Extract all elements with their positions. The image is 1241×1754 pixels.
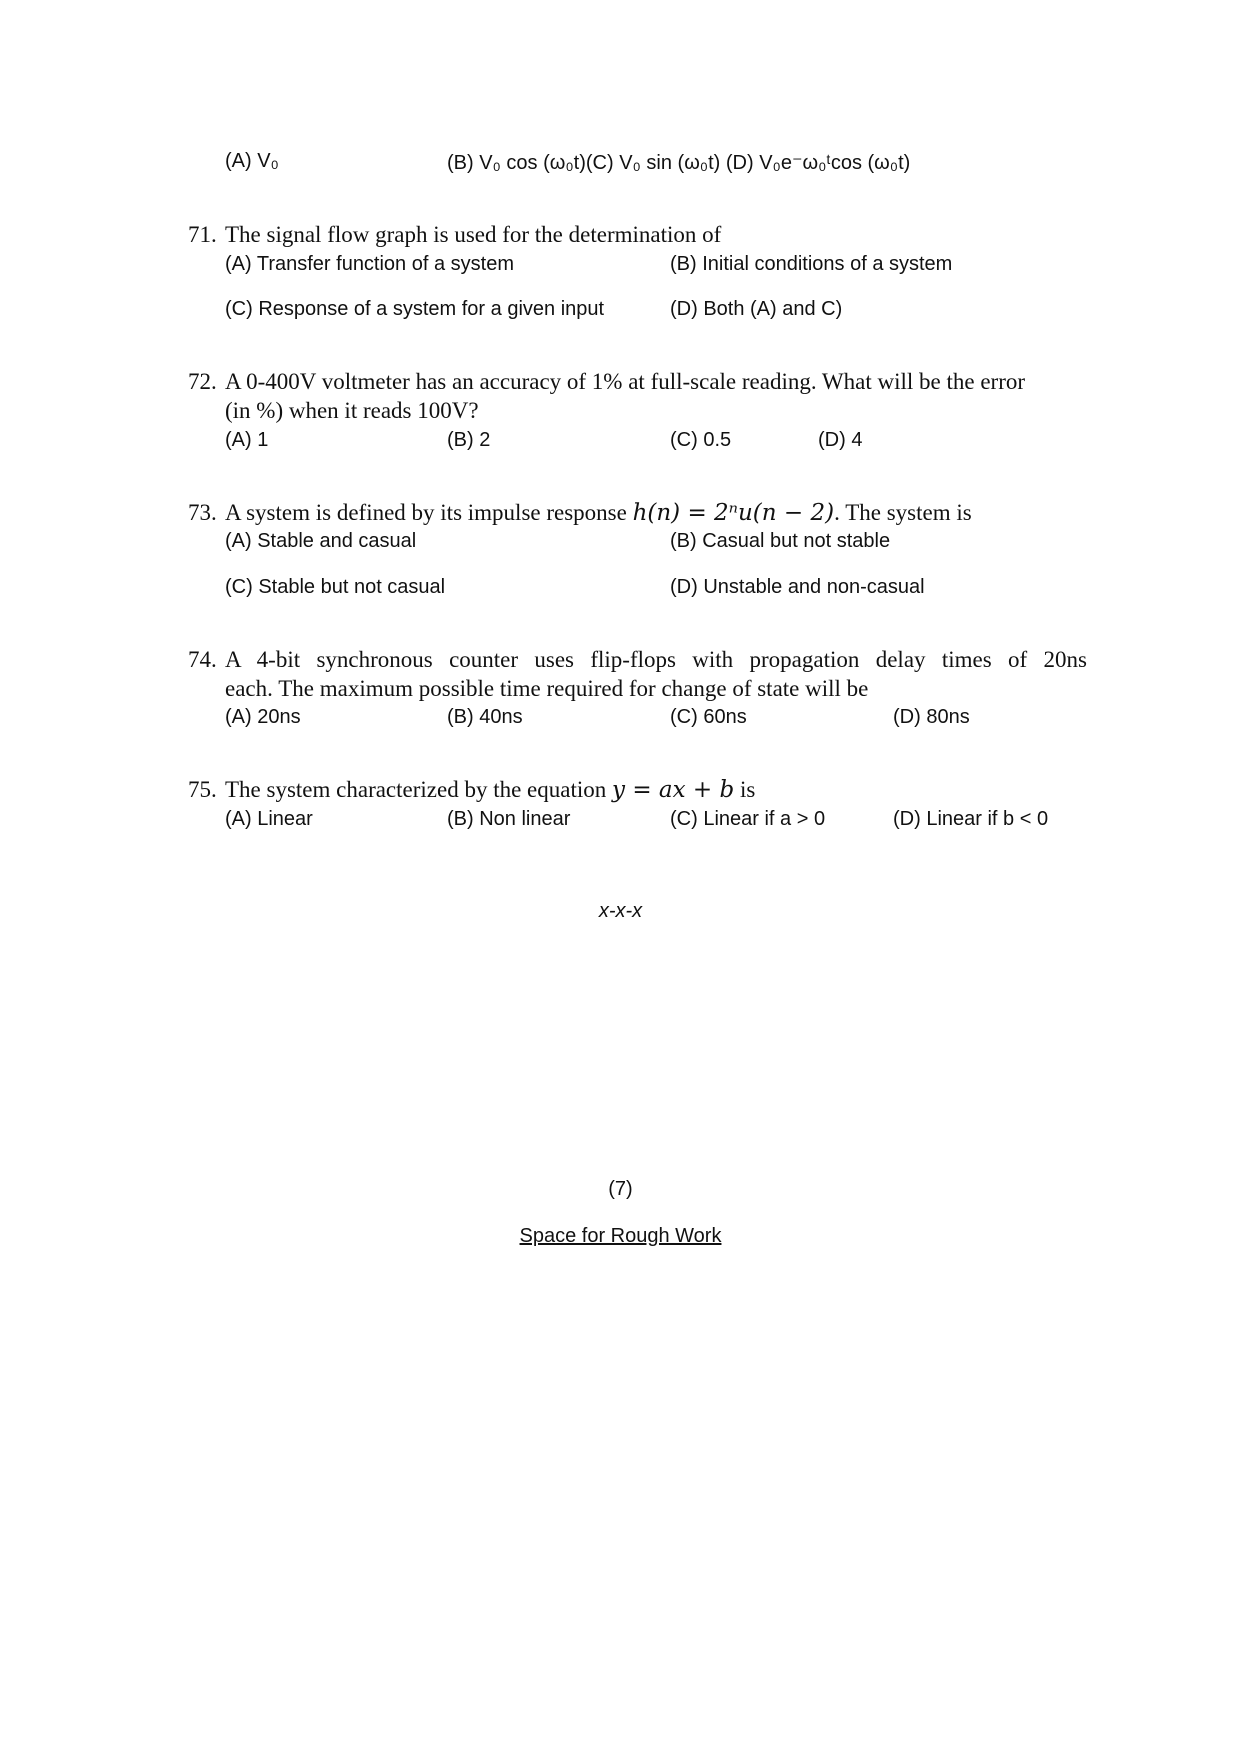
q70-options-b-c-d: (B) V₀ cos (ω₀t)(C) V₀ sin (ω₀t) (D) V₀e⁻ω₀ᵗcos (ω₀t) <box>447 152 911 174</box>
option-c: (C) Response of a system for a given input <box>225 298 605 320</box>
option-b: (B) Initial conditions of a system <box>670 253 953 275</box>
end-marker: x-x-x <box>598 900 643 922</box>
question-number: 72. <box>188 369 217 394</box>
question-number: 74. <box>188 647 217 672</box>
option-d: (D) Unstable and non-casual <box>670 576 925 598</box>
option-d: (D) 80ns <box>893 706 970 728</box>
question-text-line-2: (in %) when it reads 100V? <box>225 398 479 423</box>
option-b: (B) Casual but not stable <box>670 530 891 552</box>
option-a: (A) 1 <box>225 429 269 451</box>
option-a: (A) Stable and casual <box>225 530 417 552</box>
question-number: 71. <box>188 222 217 247</box>
question-text-line-1: A 4-bit synchronous counter uses flip-flops with propagation delay times of 20ns <box>225 647 1087 672</box>
option-d: (D) 4 <box>818 429 863 451</box>
option-d: (D) Both (A) and C) <box>670 298 843 320</box>
question-text: The signal flow graph is used for the determination of <box>225 222 722 247</box>
question-text <box>225 777 755 803</box>
system-equation: y = ax + b <box>612 777 735 803</box>
option-a: (A) Linear <box>225 808 313 830</box>
option-c: (C) Linear if a > 0 <box>670 808 826 830</box>
option-d: (D) Linear if b < 0 <box>893 808 1049 830</box>
question-text <box>225 500 972 526</box>
option-a: (A) Transfer function of a system <box>225 253 514 275</box>
option-b: (B) 40ns <box>447 706 523 728</box>
option-c: (C) 0.5 <box>670 429 732 451</box>
question-text-line-1: A 0-400V voltmeter has an accuracy of 1% at full-scale reading. What will be the error <box>225 369 1026 394</box>
option-c: (C) 60ns <box>670 706 747 728</box>
question-text-start: A system is defined by its impulse response <box>225 500 633 525</box>
question-text-end: . The system is <box>834 500 972 525</box>
option-b: (B) 2 <box>447 429 491 451</box>
question-number: 73. <box>188 500 217 525</box>
question-text-start: The system characterized by the equation <box>225 777 613 802</box>
page-number: (7) <box>608 1178 633 1200</box>
rough-work-label: Space for Rough Work <box>519 1225 722 1247</box>
option-a: (A) 20ns <box>225 706 301 728</box>
question-text-line-2: each. The maximum possible time required for change of state will be <box>225 676 869 701</box>
question-number: 75. <box>188 777 217 802</box>
option-b: (B) Non linear <box>447 808 571 830</box>
option-c: (C) Stable but not casual <box>225 576 446 598</box>
q70-option-a: (A) V₀ <box>225 150 279 172</box>
question-text-end: is <box>734 777 756 802</box>
impulse-response-equation: h(n) = 2ⁿu(n − 2) <box>632 500 835 526</box>
